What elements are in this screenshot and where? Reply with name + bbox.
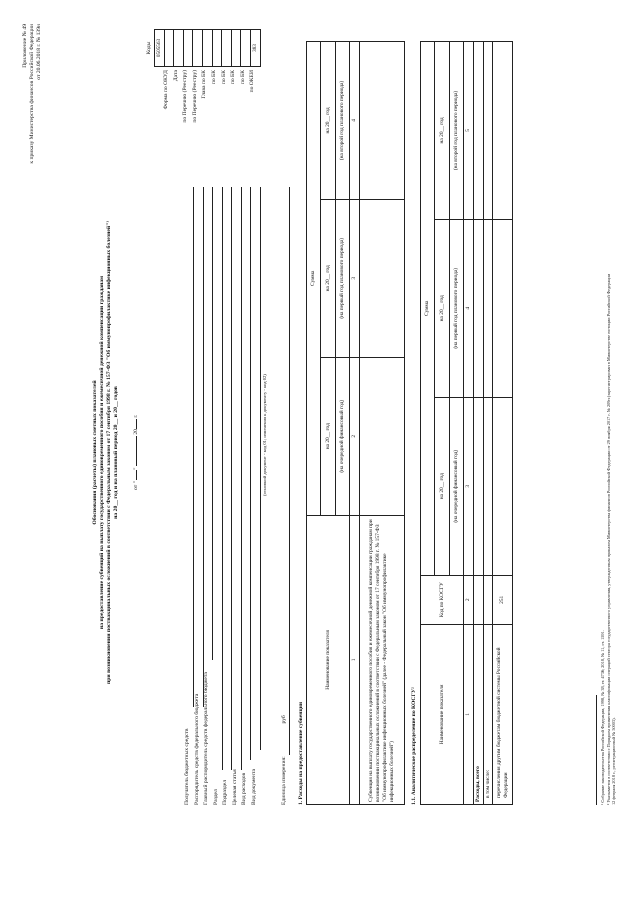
field-main-distributor: Главный распорядитель средств федерального бюджета [203, 672, 209, 805]
section11-table: Наименование показателя Код по КОСГУ Сумма на 20__ год на 20__ год на 20__ год (на очередной финансовый год) (на первый год планового периода) (на второй год планового периода) 1 2 3 4 5 Расходы, всего в том числе: перечисления другим бюджетам бюджетной системы Российской Федерации 251 [420, 41, 513, 805]
field-subsection: Подраздел [222, 779, 228, 805]
order-date: от 20.06.2018 г. № 139н [35, 24, 42, 80]
unit-row: Единица измерения: руб [281, 715, 287, 805]
appendix-number: Приложение № 49 [22, 24, 28, 68]
field-target-item: Целевая статья [231, 769, 238, 805]
field-doc-type: Вид документа [250, 769, 257, 805]
date-line: от " " 20 г. [133, 414, 139, 490]
code-recipient [174, 30, 184, 67]
code-date [164, 30, 174, 67]
code-expense-type [231, 30, 241, 67]
code-section [202, 30, 212, 67]
s11-row-total: Расходы, всего [473, 42, 483, 805]
code-target-item [222, 30, 232, 67]
field-distributor: Распорядитель средств федерального бюджета [193, 693, 200, 805]
code-okei: 383 [250, 30, 260, 67]
code-labels: Форма по ОКУД Дата по Перечню (Реестру) по Перечню (Реестру) Глава по БК по БК по БК по БК по БК по ОКЕИ [163, 70, 256, 123]
code-okud: 0505563 [155, 30, 165, 67]
doc-type-note: (основной документ - код 01; изменения к документу - код 02) [262, 374, 267, 496]
codes-header: Коды [146, 41, 152, 55]
code-chapter [193, 30, 203, 67]
field-expense-type: Вид расходов [241, 772, 247, 805]
s11-row-including: в том числе: [483, 42, 493, 805]
title-line-3: при возникновении поствакцинальных осложнений в соответствии с Федеральным законом от 17 сентября 1998 г. № 157-ФЗ "Об иммунопрофилактике инфекционных болезней"¹ [106, 220, 113, 685]
title-line-4: на 20__ год и на плановый период 20__ и 20__ годов [113, 386, 120, 519]
s11-col-sum: Сумма [421, 42, 435, 576]
section1-table: Наименование показателя Сумма на 20__ год на 20__ год на 20__ год (на очередной финансовый год) (на первый год планового периода) (на второй год планового периода) 1 2 3 4 Субвенция на выплату государственного единовременного пособия и ежемесячной денежной компенсации гражданам при возникновении поствакцинальных осложнений в соответствии с Федеральным законом от 17 сентября 1998 г. № 157-ФЗ "Об иммунопрофилактике инфекционных болезней" (далее - Федеральный закон "Об иммунопрофилактике инфекционных болезней") [306, 41, 405, 805]
section11-title: 1.1. Аналитическое распределение по КОСГУ² [411, 687, 417, 805]
s11-col-kosgu: Код по КОСГУ [421, 575, 464, 624]
unit-value: руб [281, 715, 287, 724]
appendix-header [22, 24, 43, 164]
code-subsection [212, 30, 222, 67]
code-distributor [183, 30, 193, 67]
s1-col-name: Наименование показателя [307, 515, 350, 804]
section1-title: 1. Расходы на предоставление субвенции [298, 701, 304, 805]
title-line-1: Обоснования (расчеты) плановых сметных показателей [92, 380, 98, 525]
s11-col-name: Наименование показателя [421, 624, 464, 804]
codes-table [154, 29, 261, 67]
footnote-2: ² Указывается в соответствии с Порядком применения классификации операций сектора государственного управления, утвержденным приказом Министерства финансов Российской Федерации от 29 ноября 2017 г. № 209н (зарегистрирован в Министерстве юстиции Российской Федерации [605, 273, 611, 805]
code-doc-type [241, 30, 251, 67]
field-section: Раздел [212, 789, 219, 805]
title-line-2: на предоставление субвенций на выплату государственного единовременного пособия и ежемесячной денежной компенсации гражданам [99, 275, 106, 630]
s1-col-sum: Сумма [307, 42, 321, 516]
footnotes [600, 45, 617, 805]
footnote-2-cont: 12 февраля 2018 г., регистрационный № 50003). [611, 717, 617, 805]
s11-row-transfers: перечисления другим бюджетам бюджетной системы Российской Федерации 251 [493, 42, 513, 805]
s1-row-subsidy: Субвенция на выплату государственного единовременного пособия и ежемесячной денежной компенсации гражданам при возникновении поствакцинальных осложнений в соответствии с Федеральным законом от 17 сентября 1998 г. № 157-ФЗ "Об иммунопрофилактике инфекционных болезней" (далее - Федеральный закон "Об иммунопрофилактике инфекционных болезней") [359, 42, 404, 805]
order-line: к приказу Министерства финансов Российской Федерации [28, 24, 35, 164]
footnote-1: ¹ Собрание законодательства Российской Федерации, 1998, № 38, ст. 4736; 2018, № 11, ст. 1591. [600, 630, 605, 805]
form-fields [183, 672, 259, 805]
document-title [92, 40, 121, 865]
field-recipient: Получатель бюджетных средств [184, 728, 190, 805]
